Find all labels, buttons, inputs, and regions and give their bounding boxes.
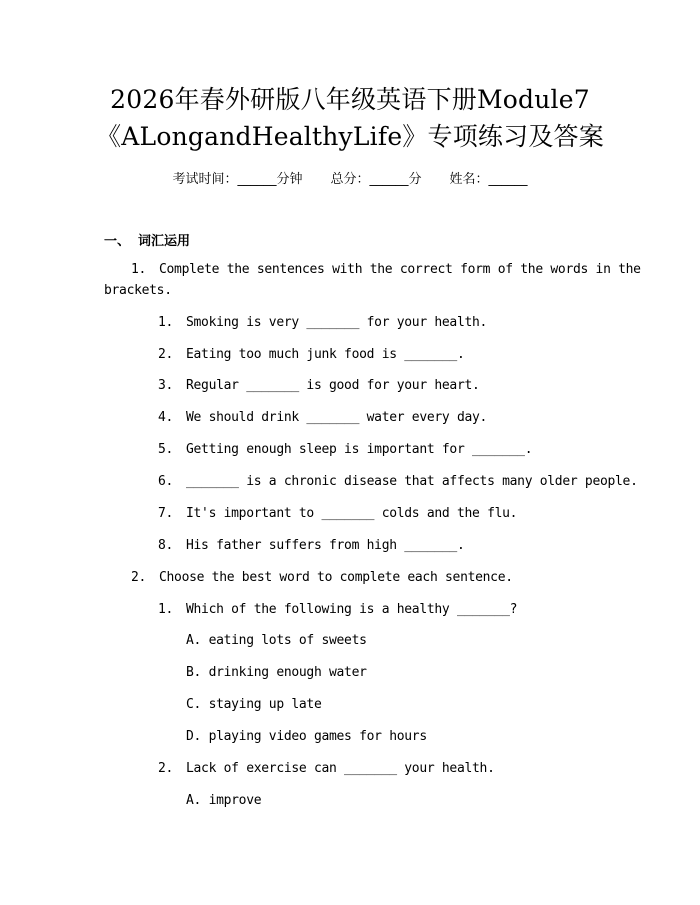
item-text: It's important to _______ colds and the flu. — [186, 506, 518, 521]
exam-info — [0, 168, 700, 187]
item-text: _______ is a chronic disease that affects many older people. — [186, 474, 638, 489]
item-number: 6. — [158, 474, 174, 489]
question-number: 2. — [131, 570, 147, 585]
list-item — [158, 315, 487, 330]
list-item — [158, 410, 487, 425]
item-text: Getting enough sleep is important for _______. — [186, 442, 533, 457]
answer-option: A. eating lots of sweets — [186, 633, 367, 648]
item-number: 7. — [158, 506, 174, 521]
item-text: Which of the following is a healthy _______? — [186, 602, 518, 617]
question-number: 1. — [131, 262, 147, 277]
time-label: 考试时间：______分钟 — [172, 172, 303, 187]
section-heading — [104, 230, 190, 249]
question-text: Complete the sentences with the correct form of the words in the — [159, 262, 641, 277]
item-number: 8. — [158, 538, 174, 553]
item-text: We should drink _______ water every day. — [186, 410, 488, 425]
title-line-1: 2026年春外研版八年级英语下册Module7 — [110, 85, 590, 114]
section-number: 一、 — [104, 234, 131, 249]
item-text: Lack of exercise can _______ your health. — [186, 761, 495, 776]
item-text: Regular _______ is good for your heart. — [186, 378, 480, 393]
sub-question — [158, 602, 517, 617]
item-number: 2. — [158, 347, 174, 362]
section-title: 词汇运用 — [138, 234, 191, 249]
item-text: His father suffers from high _______. — [186, 538, 465, 553]
answer-option: A. improve — [186, 793, 262, 808]
sub-question — [158, 761, 495, 776]
item-number: 5. — [158, 442, 174, 457]
item-number: 3. — [158, 378, 174, 393]
list-item — [158, 506, 517, 521]
score-label: 总分：______分 — [330, 172, 422, 187]
name-label: 姓名：______ — [449, 172, 528, 187]
item-number: 2. — [158, 761, 174, 776]
list-item — [158, 378, 480, 393]
list-item — [158, 347, 465, 362]
answer-option: C. staying up late — [186, 697, 322, 712]
list-item — [158, 538, 465, 553]
list-item — [158, 442, 532, 457]
answer-option: D. playing video games for hours — [186, 729, 427, 744]
answer-option: B. drinking enough water — [186, 665, 367, 680]
question-text: Choose the best word to complete each sentence. — [159, 570, 513, 585]
list-item — [158, 474, 638, 489]
item-text: Eating too much junk food is _______. — [186, 347, 465, 362]
title-line-2: 《ALongandHealthyLife》专项练习及答案 — [96, 122, 604, 151]
question-1-continued: brackets. — [104, 283, 172, 298]
question-2 — [131, 570, 513, 585]
item-number: 4. — [158, 410, 174, 425]
item-number: 1. — [158, 315, 174, 330]
question-1 — [131, 262, 641, 277]
item-number: 1. — [158, 602, 174, 617]
item-text: Smoking is very _______ for your health. — [186, 315, 488, 330]
